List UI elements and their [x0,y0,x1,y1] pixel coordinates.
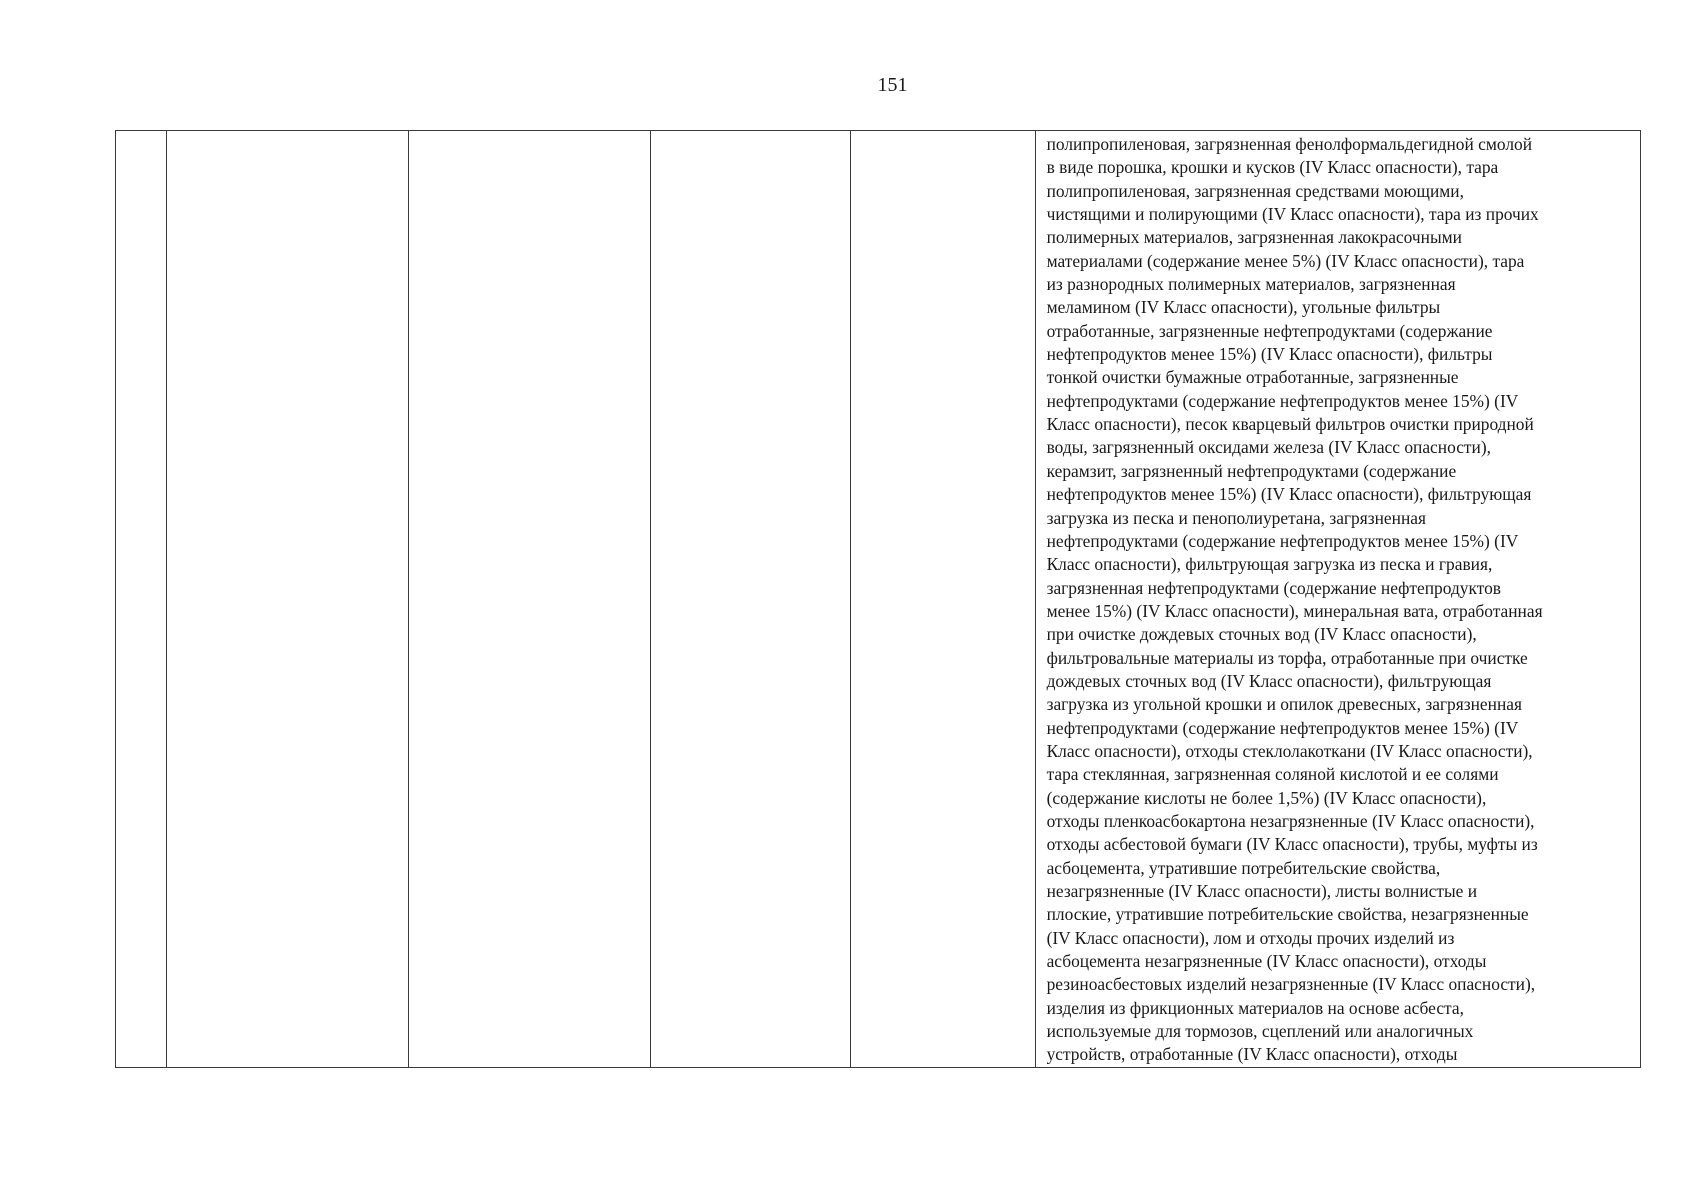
text-line: плоские, утратившие потребительские свойства, незагрязненные [1046,904,1529,925]
table-cell-empty [851,131,1035,1068]
text-line: при очистке дождевых сточных вод (IV Класс опасности), [1046,624,1477,645]
waste-table [115,130,1641,1068]
text-line: (содержание кислоты не более 1,5%) (IV Класс опасности), [1046,787,1487,808]
text-line: изделия из фрикционных материалов на основе асбеста, [1046,997,1464,1018]
text-line: дождевых сточных вод (IV Класс опасности), фильтрующая [1046,670,1492,691]
text-line: нефтепродуктов менее 15%) (IV Класс опасности), фильтры [1046,344,1493,365]
text-line: меламином (IV Класс опасности), угольные фильтры [1046,297,1441,318]
text-line: Класс опасности), песок кварцевый фильтров очистки природной [1046,414,1534,435]
text-line: устройств, отработанные (IV Класс опасности), отходы [1046,1044,1458,1065]
text-line: нефтепродуктов менее 15%) (IV Класс опасности), фильтрующая [1046,484,1532,505]
text-line: резиноасбестовых изделий незагрязненные (IV Класс опасности), [1046,974,1536,995]
text-line: керамзит, загрязненный нефтепродуктами (содержание [1046,460,1457,481]
table-cell-waste-list [1035,131,1640,1068]
waste-list-text [1036,131,1640,1067]
text-line: в виде порошка, крошки и кусков (IV Класс опасности), тара [1046,157,1499,178]
page-number: 151 [877,74,908,96]
table-cell-empty [409,131,651,1068]
text-line: воды, загрязненный оксидами железа (IV Класс опасности), [1046,437,1491,458]
text-line: нефтепродуктами (содержание нефтепродуктов менее 15%) (IV [1046,530,1519,551]
table-cell-empty [651,131,851,1068]
text-line: полипропиленовая, загрязненная средствами моющими, [1046,180,1464,201]
text-line: загрузка из песка и пенополиуретана, загрязненная [1046,507,1426,528]
text-line: отходы пленкоасбокартона незагрязненные (IV Класс опасности), [1046,810,1535,831]
text-line: (IV Класс опасности), лом и отходы прочих изделий из [1046,927,1455,948]
text-line: чистящими и полирующими (IV Класс опасности), тара из прочих [1046,204,1539,225]
text-line: асбоцемента незагрязненные (IV Класс опасности), отходы [1046,951,1487,972]
text-line: полимерных материалов, загрязненная лакокрасочными [1046,227,1462,248]
text-line: нефтепродуктами (содержание нефтепродуктов менее 15%) (IV [1046,390,1519,411]
text-line: нефтепродуктами (содержание нефтепродуктов менее 15%) (IV [1046,717,1519,738]
text-line: асбоцемента, утратившие потребительские свойства, [1046,857,1441,878]
text-line: тара стеклянная, загрязненная соляной кислотой и ее солями [1046,764,1499,785]
text-line: незагрязненные (IV Класс опасности), листы волнистые и [1046,881,1477,901]
text-line: материалами (содержание менее 5%) (IV Класс опасности), тара [1046,250,1525,271]
text-line: отработанные, загрязненные нефтепродуктами (содержание [1046,320,1493,341]
text-line: тонкой очистки бумажные отработанные, загрязненные [1046,367,1459,388]
text-line: Класс опасности), отходы стеклолакоткани (IV Класс опасности), [1046,740,1533,761]
text-line: менее 15%) (IV Класс опасности), минеральная вата, отработанная [1046,600,1543,621]
text-line: полипропиленовая, загрязненная фенолформальдегидной смолой [1046,134,1533,154]
table-cell-empty [167,131,409,1068]
text-line: загрузка из угольной крошки и опилок древесных, загрязненная [1046,694,1522,715]
text-line: из разнородных полимерных материалов, загрязненная [1046,274,1456,295]
table-cell-number [116,131,167,1068]
text-line: фильтровальные материалы из торфа, отработанные при очистке [1046,647,1528,668]
table-row [116,131,1641,1068]
text-line: используемые для тормозов, сцеплений или аналогичных [1046,1021,1474,1042]
text-line: отходы асбестовой бумаги (IV Класс опасности), трубы, муфты из [1046,834,1538,855]
text-line: Класс опасности), фильтрующая загрузка из песка и гравия, [1046,554,1493,575]
text-line: загрязненная нефтепродуктами (содержание нефтепродуктов [1046,577,1501,598]
